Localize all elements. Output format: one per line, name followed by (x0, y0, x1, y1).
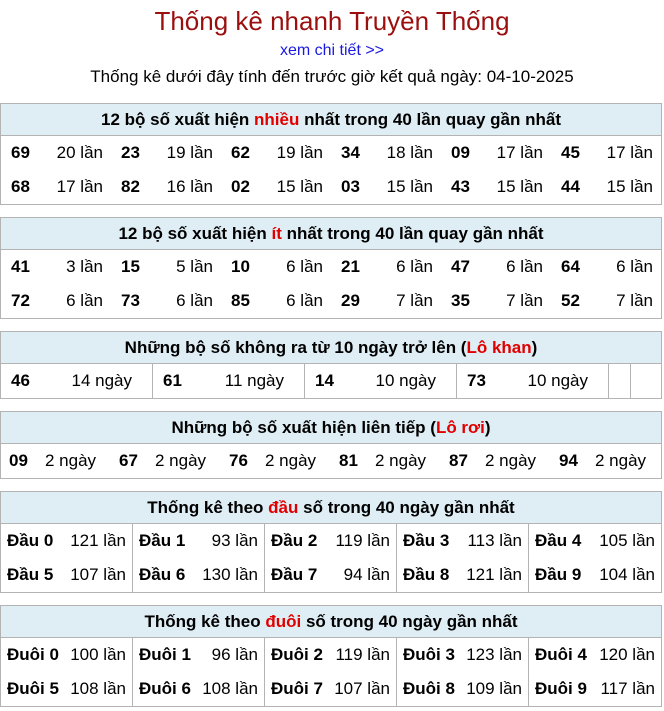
lo-roi-grid (1, 444, 661, 478)
count: 19 lần (276, 143, 323, 162)
count: 7 lần (396, 291, 433, 310)
empty-cell (609, 364, 631, 398)
number: 94 (559, 451, 578, 470)
count: 7 lần (616, 291, 653, 310)
duoi-section (0, 605, 662, 707)
dau-label: Đầu 7 (271, 565, 318, 584)
number: 69 (11, 143, 30, 162)
count: 6 lần (286, 257, 323, 276)
count: 17 lần (606, 143, 653, 162)
duoi-grid (1, 638, 661, 706)
count: 109 lần (466, 679, 522, 698)
number-cell (1, 170, 111, 204)
heading-text: ) (531, 338, 538, 357)
dau-label: Đầu 0 (7, 531, 54, 550)
count: 121 lần (70, 531, 126, 550)
count: 6 lần (176, 291, 213, 310)
number: 44 (561, 177, 580, 196)
count: 105 lần (599, 531, 655, 550)
lo-khan-grid (1, 364, 661, 398)
duoi-heading (1, 606, 661, 638)
number: 14 (315, 371, 334, 390)
count: 96 lần (211, 645, 258, 664)
duoi-cell (133, 638, 265, 672)
most-frequent-section (0, 103, 662, 205)
count: 15 lần (496, 177, 543, 196)
dau-label: Đầu 2 (271, 531, 318, 550)
least-frequent-section (0, 217, 662, 319)
page-subtitle: Thống kê dưới đây tính đến trước giờ kết quả ngày: 04-10-2025 (90, 67, 574, 86)
number-cell (331, 250, 441, 284)
count: 119 lần (335, 531, 390, 550)
number-cell (1, 250, 111, 284)
number: 09 (9, 451, 28, 470)
days: 2 ngày (45, 451, 97, 470)
heading-highlight: đuôi (265, 612, 302, 631)
number-cell (221, 136, 331, 170)
days: 11 ngày (224, 371, 284, 390)
dau-label: Đầu 4 (535, 531, 582, 550)
count: 93 lần (211, 531, 258, 550)
number-cell (441, 136, 551, 170)
number: 47 (451, 257, 470, 276)
number-cell (1, 444, 111, 478)
count: 94 lần (343, 565, 390, 584)
lo-roi-heading (1, 412, 661, 444)
dau-cell (397, 524, 529, 558)
number-cell (331, 284, 441, 318)
number-cell (441, 170, 551, 204)
number-cell (551, 284, 661, 318)
number: 46 (11, 371, 30, 390)
number-cell (1, 136, 111, 170)
number-cell (1, 284, 111, 318)
heading-text: Thống kê theo (144, 612, 266, 631)
number: 87 (449, 451, 468, 470)
days: 10 ngày (527, 371, 588, 390)
days: 2 ngày (265, 451, 317, 470)
count: 117 lần (600, 679, 655, 698)
number-cell (551, 170, 661, 204)
count: 3 lần (66, 257, 103, 276)
number: 67 (119, 451, 138, 470)
lo-khan-section (0, 331, 662, 399)
dau-cell (529, 524, 661, 558)
count: 108 lần (202, 679, 258, 698)
heading-text: Những bộ số xuất hiện liên tiếp ( (171, 418, 436, 437)
number: 09 (451, 143, 470, 162)
count: 119 lần (335, 645, 390, 664)
count: 130 lần (202, 565, 258, 584)
duoi-label: Đuôi 8 (403, 679, 455, 698)
heading-text: nhất trong 40 lần quay gần nhất (281, 224, 544, 243)
number-cell (441, 284, 551, 318)
dau-grid (1, 524, 661, 592)
number: 73 (467, 371, 486, 390)
number: 10 (231, 257, 250, 276)
duoi-cell (397, 672, 529, 706)
count: 6 lần (66, 291, 103, 310)
least-frequent-grid (1, 250, 661, 318)
number-cell (111, 444, 221, 478)
lo-roi-section (0, 411, 662, 479)
dau-label: Đầu 8 (403, 565, 450, 584)
number-cell (551, 250, 661, 284)
count: 19 lần (166, 143, 213, 162)
duoi-label: Đuôi 0 (7, 645, 59, 664)
count: 107 lần (70, 565, 126, 584)
dau-cell (133, 524, 265, 558)
heading-text: nhất trong 40 lần quay gần nhất (299, 110, 562, 129)
dau-cell (265, 524, 397, 558)
days: 2 ngày (485, 451, 537, 470)
number-cell (153, 364, 305, 398)
duoi-label: Đuôi 3 (403, 645, 455, 664)
number-cell (111, 250, 221, 284)
duoi-label: Đuôi 4 (535, 645, 587, 664)
duoi-label: Đuôi 2 (271, 645, 323, 664)
number-cell (331, 136, 441, 170)
heading-highlight: Lô rơi (435, 418, 485, 437)
number: 45 (561, 143, 580, 162)
count: 16 lần (166, 177, 213, 196)
number: 02 (231, 177, 250, 196)
count: 120 lần (599, 645, 655, 664)
dau-label: Đầu 9 (535, 565, 582, 584)
count: 6 lần (616, 257, 653, 276)
number: 64 (561, 257, 580, 276)
duoi-label: Đuôi 1 (139, 645, 191, 664)
count: 104 lần (599, 565, 655, 584)
dau-cell (265, 558, 397, 592)
number: 52 (561, 291, 580, 310)
dau-label: Đầu 3 (403, 531, 450, 550)
number: 21 (341, 257, 360, 276)
count: 7 lần (506, 291, 543, 310)
number-cell (221, 250, 331, 284)
number-cell (441, 444, 551, 478)
heading-text: Những bộ số không ra từ 10 ngày trở lên ( (124, 338, 467, 357)
heading-text: 12 bộ số xuất hiện (100, 110, 255, 129)
dau-label: Đầu 6 (139, 565, 186, 584)
number-cell (551, 444, 661, 478)
dau-cell (1, 558, 133, 592)
days: 2 ngày (155, 451, 207, 470)
count: 100 lần (70, 645, 126, 664)
heading-highlight: ít (271, 224, 282, 243)
days: 10 ngày (375, 371, 436, 390)
number: 72 (11, 291, 30, 310)
number-cell (331, 444, 441, 478)
duoi-label: Đuôi 5 (7, 679, 59, 698)
duoi-cell (1, 638, 133, 672)
page-title: Thống kê nhanh Truyền Thống (154, 6, 510, 36)
count: 20 lần (56, 143, 103, 162)
number-cell (111, 170, 221, 204)
count: 15 lần (606, 177, 653, 196)
number: 15 (121, 257, 140, 276)
heading-text: ) (484, 418, 491, 437)
duoi-cell (529, 672, 661, 706)
duoi-cell (529, 638, 661, 672)
dau-cell (133, 558, 265, 592)
number-cell (305, 364, 457, 398)
number: 23 (121, 143, 140, 162)
duoi-cell (397, 638, 529, 672)
most-frequent-grid (1, 136, 661, 204)
heading-highlight: đầu (268, 498, 299, 517)
lo-khan-heading (1, 332, 661, 364)
duoi-cell (1, 672, 133, 706)
number: 68 (11, 177, 30, 196)
dau-cell (397, 558, 529, 592)
number-cell (111, 284, 221, 318)
dau-cell (529, 558, 661, 592)
heading-text: 12 bộ số xuất hiện (118, 224, 272, 243)
number: 81 (339, 451, 358, 470)
number: 03 (341, 177, 360, 196)
days: 2 ngày (595, 451, 647, 470)
count: 113 lần (467, 531, 522, 550)
days: 14 ngày (71, 371, 132, 390)
count: 15 lần (276, 177, 323, 196)
dau-label: Đầu 5 (7, 565, 54, 584)
number: 41 (11, 257, 30, 276)
dau-section (0, 491, 662, 593)
number: 82 (121, 177, 140, 196)
count: 6 lần (286, 291, 323, 310)
heading-text: Thống kê theo (147, 498, 269, 517)
number-cell (221, 444, 331, 478)
least-frequent-heading (1, 218, 661, 250)
count: 107 lần (334, 679, 390, 698)
count: 6 lần (396, 257, 433, 276)
dau-label: Đầu 1 (139, 531, 186, 550)
number: 43 (451, 177, 470, 196)
number: 61 (163, 371, 182, 390)
count: 123 lần (466, 645, 522, 664)
heading-highlight: nhiều (254, 110, 300, 129)
number-cell (457, 364, 609, 398)
number-cell (331, 170, 441, 204)
duoi-label: Đuôi 6 (139, 679, 191, 698)
count: 17 lần (56, 177, 103, 196)
count: 17 lần (496, 143, 543, 162)
number-cell (551, 136, 661, 170)
number: 73 (121, 291, 140, 310)
number: 35 (451, 291, 470, 310)
heading-text: số trong 40 ngày gần nhất (301, 612, 518, 631)
number-cell (221, 170, 331, 204)
number: 34 (341, 143, 360, 162)
number-cell (441, 250, 551, 284)
number-cell (1, 364, 153, 398)
number-cell (111, 136, 221, 170)
duoi-cell (265, 672, 397, 706)
number-cell (221, 284, 331, 318)
number: 62 (231, 143, 250, 162)
duoi-label: Đuôi 7 (271, 679, 323, 698)
duoi-cell (133, 672, 265, 706)
count: 121 lần (466, 565, 522, 584)
dau-cell (1, 524, 133, 558)
count: 5 lần (176, 257, 213, 276)
number: 29 (341, 291, 360, 310)
heading-text: số trong 40 ngày gần nhất (298, 498, 515, 517)
heading-highlight: Lô khan (466, 338, 532, 357)
count: 18 lần (386, 143, 433, 162)
dau-heading (1, 492, 661, 524)
days: 2 ngày (375, 451, 427, 470)
number: 85 (231, 291, 250, 310)
count: 6 lần (506, 257, 543, 276)
duoi-cell (265, 638, 397, 672)
duoi-label: Đuôi 9 (535, 679, 587, 698)
most-frequent-heading (1, 104, 661, 136)
number: 76 (229, 451, 248, 470)
count: 15 lần (386, 177, 433, 196)
empty-cell (631, 364, 653, 398)
detail-link[interactable]: xem chi tiết >> (279, 42, 385, 59)
count: 108 lần (70, 679, 126, 698)
